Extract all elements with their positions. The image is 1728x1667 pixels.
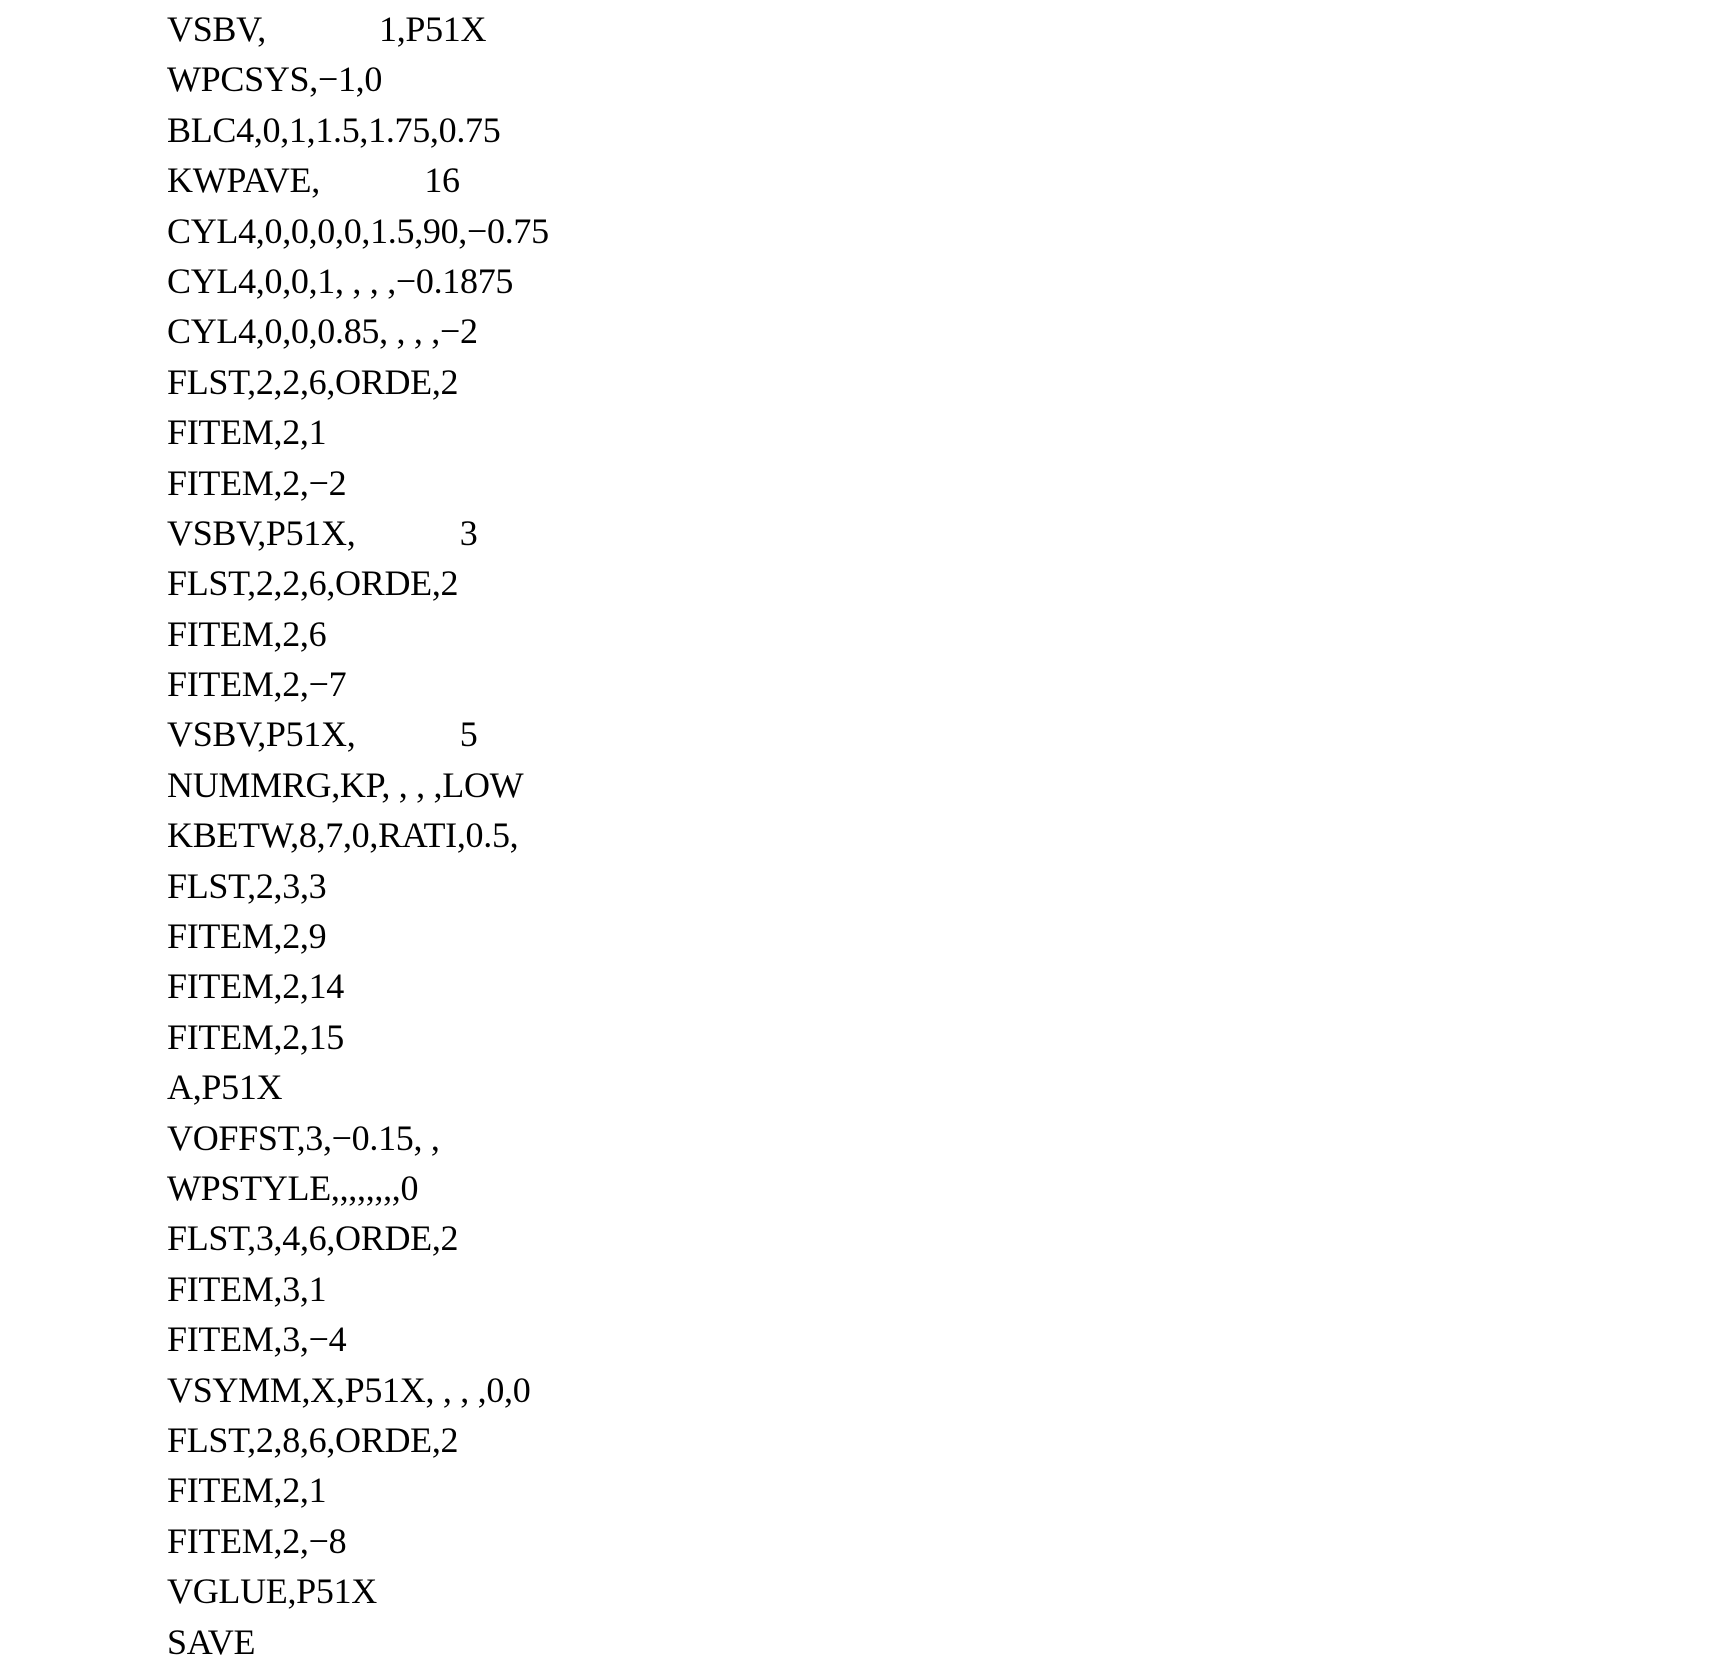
code-line: NUMMRG,KP, , , ,LOW [167, 764, 524, 805]
code-line: FITEM,2,1 [167, 412, 327, 453]
code-line: WPSTYLE,,,,,,,,0 [167, 1167, 419, 1208]
code-line: FITEM,2,9 [167, 916, 327, 957]
code-line: VSYMM,X,P51X, , , ,0,0 [167, 1369, 531, 1410]
code-line: FITEM,3,1 [167, 1268, 327, 1309]
code-line: SAVE [167, 1621, 256, 1662]
code-line: FLST,3,4,6,ORDE,2 [167, 1218, 459, 1259]
code-line: KWPAVE, 16 [167, 160, 460, 201]
code-line: FITEM,2,14 [167, 966, 345, 1007]
code-line: CYL4,0,0,0,0,1.5,90,−0.75 [167, 210, 549, 251]
code-line: CYL4,0,0,0.85, , , ,−2 [167, 311, 478, 352]
code-line: FLST,2,2,6,ORDE,2 [167, 563, 459, 604]
code-line: BLC4,0,1,1.5,1.75,0.75 [167, 109, 501, 150]
code-line: FITEM,2,6 [167, 613, 327, 654]
code-listing [167, 4, 549, 1667]
code-line: FLST,2,8,6,ORDE,2 [167, 1419, 459, 1460]
code-line: VSBV,P51X, 5 [167, 714, 478, 755]
code-line: FLST,2,2,6,ORDE,2 [167, 361, 459, 402]
code-line: FITEM,2,−7 [167, 664, 347, 705]
code-line: VSBV, 1,P51X [167, 9, 487, 49]
code-line: KBETW,8,7,0,RATI,0.5, [167, 815, 519, 856]
code-line: CYL4,0,0,1, , , ,−0.1875 [167, 260, 514, 301]
code-line: FITEM,3,−4 [167, 1319, 347, 1360]
code-line: WPCSYS,−1,0 [167, 59, 383, 100]
code-line: FITEM,2,15 [167, 1016, 345, 1057]
code-line: FITEM,2,1 [167, 1470, 327, 1511]
code-line: FITEM,2,−8 [167, 1520, 347, 1561]
code-line: FLST,2,3,3 [167, 865, 327, 906]
code-line: FITEM,2,−2 [167, 462, 347, 503]
code-line: VOFFST,3,−0.15, , [167, 1117, 440, 1158]
code-line: VGLUE,P51X [167, 1571, 377, 1612]
code-line: A,P51X [167, 1067, 283, 1108]
code-line: VSBV,P51X, 3 [167, 512, 478, 553]
